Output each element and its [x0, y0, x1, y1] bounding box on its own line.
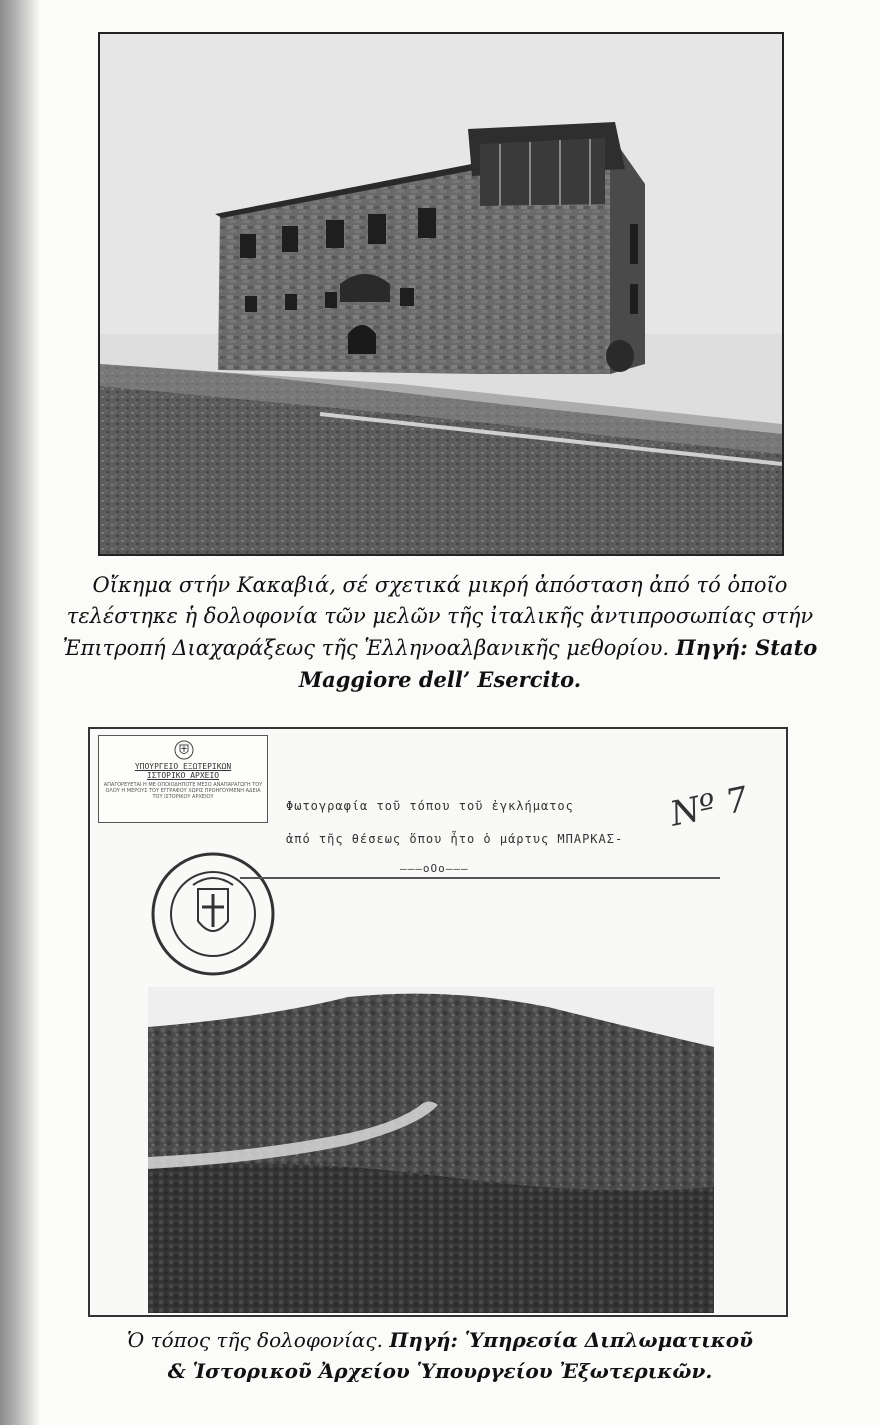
handwritten-number: Nº 7 [666, 779, 752, 835]
building-photo-image [100, 34, 782, 554]
caption-text: Ἐπιτροπή Διαχαράξεως τῆς Ἑλληνοαλβανικῆς μεθορίου. [62, 636, 670, 660]
photo-top-edge [240, 877, 720, 879]
building-photo [98, 32, 784, 556]
archive-stamp-box [98, 735, 268, 823]
crime-scene-photo-image [148, 987, 714, 1313]
page-gutter-shadow [0, 0, 40, 1425]
official-seal-icon [148, 849, 278, 979]
coat-of-arms-icon [173, 739, 195, 761]
caption-source-line: Maggiore dell’ Esercito. [298, 667, 582, 692]
stamp-archive: ΙΣΤΟΡΙΚΟ ΑΡΧΕΙΟ [146, 771, 220, 780]
typed-divider: ———οΟο——— [400, 862, 469, 875]
caption-text: Ὁ τόπος τῆς δολοφονίας. [127, 1328, 383, 1352]
caption-source: Πηγή: Ὑπηρεσία Διπλωματικοῦ [389, 1328, 753, 1352]
top-photo-caption [20, 570, 860, 695]
typed-title-line: Φωτογραφία τοῦ τόπου τοῦ ἐγκλήματος [286, 799, 574, 813]
caption-source: Πηγή: Stato [675, 635, 818, 660]
caption-line: τελέστηκε ἡ δολοφονία τῶν μελῶν τῆς ἰταλικῆς ἀντιπροσωπίας στήν [66, 604, 814, 628]
caption-source-line: & Ἱστορικοῦ Ἀρχείου Ὑπουργείου Ἐξωτερικῶν. [167, 1359, 713, 1383]
archival-document [88, 727, 788, 1317]
stamp-ministry: ΥΠΟΥΡΓΕΙΟ ΕΞΩΤΕΡΙΚΩΝ [134, 762, 232, 771]
crime-scene-photo [148, 987, 714, 1313]
typed-subtitle-line: ἀπό τῆς θέσεως ὅπου ἦτο ὁ μάρτυς ΜΠΑΡΚΑΣ- [286, 832, 624, 846]
caption-line: Οἴκημα στήν Κακαβιά, σέ σχετικά μικρή ἀπόσταση ἀπό τό ὁποῖο [92, 573, 788, 597]
stamp-notice: ΑΠΑΓΟΡΕΥΕΤΑΙ Η ΜΕ ΟΠΟΙΟΔΗΠΟΤΕ ΜΕΣΟ ΑΝΑΠΑΡΑΓΩΓΗ ΤΟΥ ΟΛΟΥ Η ΜΕΡΟΥΣ ΤΟΥ ΕΓΓΡΑΦΟΥ ΧΩΡΙΣ ΠΡΟΗΓΟΥΜΕΝΗ ΑΔΕΙΑ ΤΟΥ ΙΣΤΟΡΙΚΟΥ ΑΡΧΕΙΟΥ [103, 782, 263, 800]
caption-line [20, 1325, 860, 1356]
caption-line [20, 632, 860, 664]
bottom-photo-caption [20, 1325, 860, 1387]
